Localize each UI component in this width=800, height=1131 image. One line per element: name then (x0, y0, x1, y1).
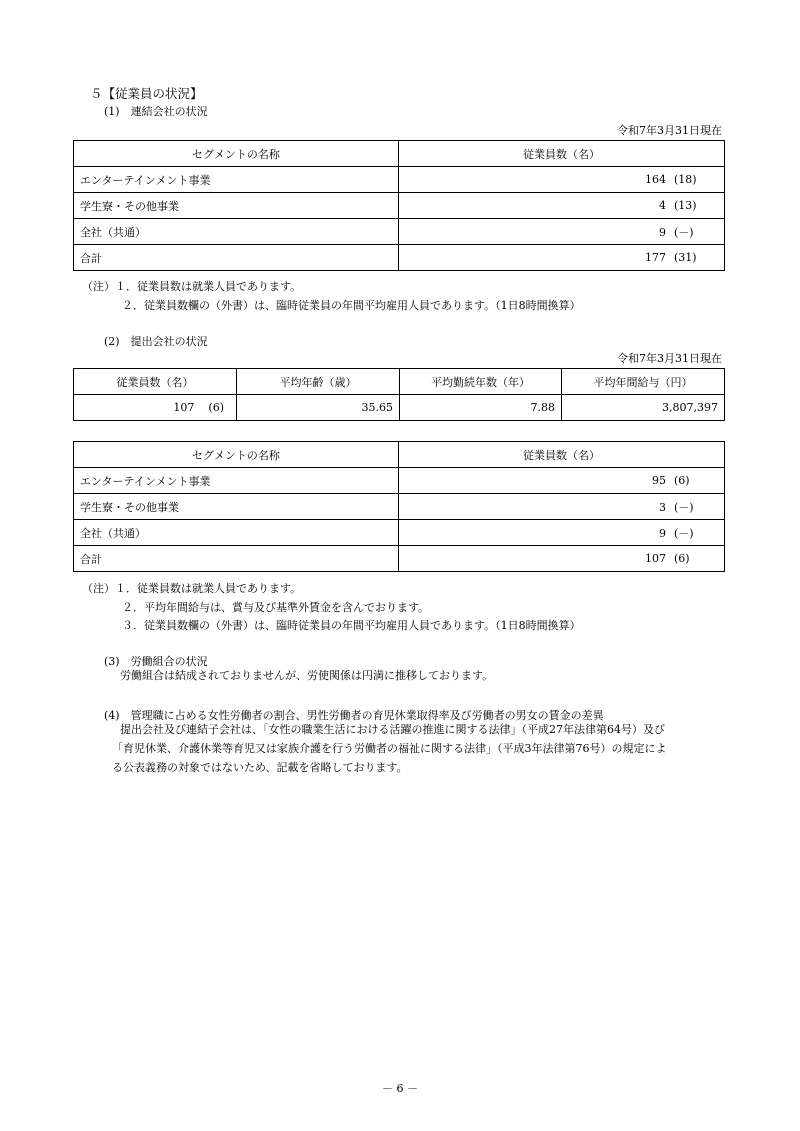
sub3-heading: (3) 労働組合の状況 (104, 655, 208, 668)
header-count: 従業員数（名） (399, 141, 725, 167)
page-number: － 6 － (382, 1082, 418, 1095)
segment-name: エンターテインメント事業 (74, 167, 399, 193)
employee-count: 107 (173, 401, 195, 414)
employee-count: 164 (645, 173, 666, 186)
header-employees: 従業員数（名） (74, 369, 237, 395)
segment-name: エンターテインメント事業 (74, 468, 399, 494)
sub1-heading: (1) 連結会社の状況 (104, 105, 208, 118)
table-row-total (74, 245, 725, 271)
employee-count: 9 (659, 225, 666, 239)
table-row (74, 193, 725, 219)
sub4-line-2: 「育児休業、介護休業等育児又は家族介護を行う労働者の福祉に関する法律」（平成3年法律第76号）の規定によ (112, 742, 667, 755)
table-row (74, 395, 725, 421)
segment-name: 全社（共通） (74, 520, 399, 546)
sub2-note-3: ３．従業員数欄の（外書）は、臨時従業員の年間平均雇用人員であります。（1日8時間換算） (122, 619, 581, 632)
table-row (74, 167, 725, 193)
temp-count: (18) (674, 173, 697, 186)
sub2-as-of: 令和7年3月31日現在 (617, 352, 722, 365)
sub1-table (73, 140, 725, 271)
table-header-row (74, 369, 725, 395)
sub1-note-1: （注）１．従業員数は就業人員であります。 (82, 280, 302, 293)
temp-count: (31) (674, 251, 697, 264)
segment-name: 合計 (74, 245, 399, 271)
sub1-note-2: ２．従業員数欄の（外書）は、臨時従業員の年間平均雇用人員であります。（1日8時間換算） (122, 299, 581, 312)
segment-name: 学生寮・その他事業 (74, 494, 399, 520)
sub4-heading: (4) 管理職に占める女性労働者の割合、男性労働者の育児休業取得率及び労働者の男女の賃金の差異 (104, 709, 604, 722)
header-avg-salary: 平均年間給与（円） (562, 369, 725, 395)
employee-count: 95 (652, 474, 666, 487)
employee-count: 4 (659, 199, 666, 212)
temp-count: (6) (674, 474, 690, 487)
temp-count: (－) (674, 500, 694, 514)
table-row (74, 468, 725, 494)
sub2-heading: (2) 提出会社の状況 (104, 335, 208, 348)
employee-count: 177 (645, 251, 666, 264)
section-title: ５【従業員の状況】 (90, 86, 203, 101)
sub2-note-1: （注）１．従業員数は就業人員であります。 (82, 582, 302, 595)
header-segment: セグメントの名称 (74, 442, 399, 468)
header-count: 従業員数（名） (399, 442, 725, 468)
sub4-line-3: る公表義務の対象ではないため、記載を省略しております。 (112, 761, 408, 774)
table-header-row (74, 141, 725, 167)
temp-count: (13) (674, 199, 697, 212)
header-avg-age: 平均年齢（歳） (237, 369, 400, 395)
table-row (74, 520, 725, 546)
sub2-note-2: ２．平均年間給与は、賞与及び基準外賃金を含んでおります。 (122, 601, 430, 614)
header-segment: セグメントの名称 (74, 141, 399, 167)
segment-name: 合計 (74, 546, 399, 572)
header-avg-tenure: 平均勤続年数（年） (400, 369, 562, 395)
segment-name: 学生寮・その他事業 (74, 193, 399, 219)
table-row (74, 494, 725, 520)
employee-count: 3 (659, 500, 666, 514)
employee-count: 107 (645, 552, 666, 565)
employee-count: 9 (659, 526, 666, 540)
table-row-total (74, 546, 725, 572)
temp-count: (－) (674, 526, 694, 540)
temp-count: (6) (208, 401, 224, 414)
avg-tenure: 7.88 (400, 395, 562, 421)
table-row (74, 219, 725, 245)
sub3-body: 労働組合は結成されておりませんが、労使関係は円満に推移しております。 (120, 669, 494, 682)
table-header-row (74, 442, 725, 468)
sub4-line-1: 提出会社及び連結子会社は、「女性の職業生活における活躍の推進に関する法律」（平成27年法律第64号）及び (120, 723, 665, 736)
temp-count: (－) (674, 225, 694, 239)
sub1-as-of: 令和7年3月31日現在 (617, 124, 722, 137)
avg-salary: 3,807,397 (562, 395, 725, 421)
avg-age: 35.65 (237, 395, 400, 421)
temp-count: (6) (674, 552, 690, 565)
segment-name: 全社（共通） (74, 219, 399, 245)
sub2-segment-table (73, 441, 725, 572)
sub2-summary-table (73, 368, 725, 421)
